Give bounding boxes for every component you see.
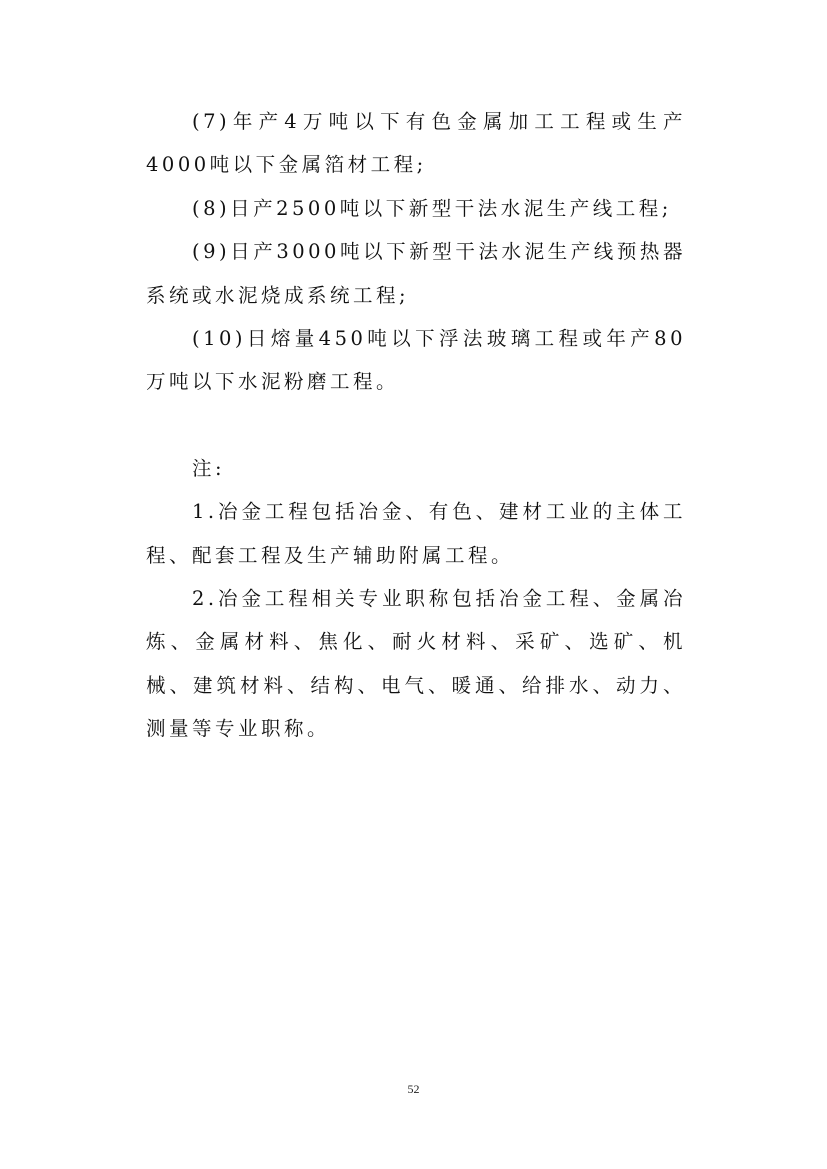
list-item: (9)日产3000吨以下新型干法水泥生产线预热器系统或水泥烧成系统工程; — [146, 240, 686, 307]
note-heading: 注: — [192, 456, 226, 480]
list-item: (10)日熔量450吨以下浮法玻璃工程或年产80万吨以下水泥粉磨工程。 — [146, 327, 686, 394]
section-gap — [146, 404, 686, 447]
list-item: (7)年产4万吨以下有色金属加工工程或生产4000吨以下金属箔材工程; — [146, 110, 686, 177]
note-item: 1.冶金工程包括冶金、有色、建材工业的主体工程、配套工程及生产辅助附属工程。 — [146, 500, 686, 567]
page-number: 52 — [407, 1082, 420, 1096]
note-item: 2.冶金工程相关专业职称包括冶金工程、金属冶炼、金属材料、焦化、耐火材料、采矿、选矿、机械、建筑材料、结构、电气、暖通、给排水、动力、测量等专业职称。 — [146, 587, 686, 741]
document-body — [146, 100, 686, 751]
list-item: (8)日产2500吨以下新型干法水泥生产线工程; — [192, 196, 672, 220]
